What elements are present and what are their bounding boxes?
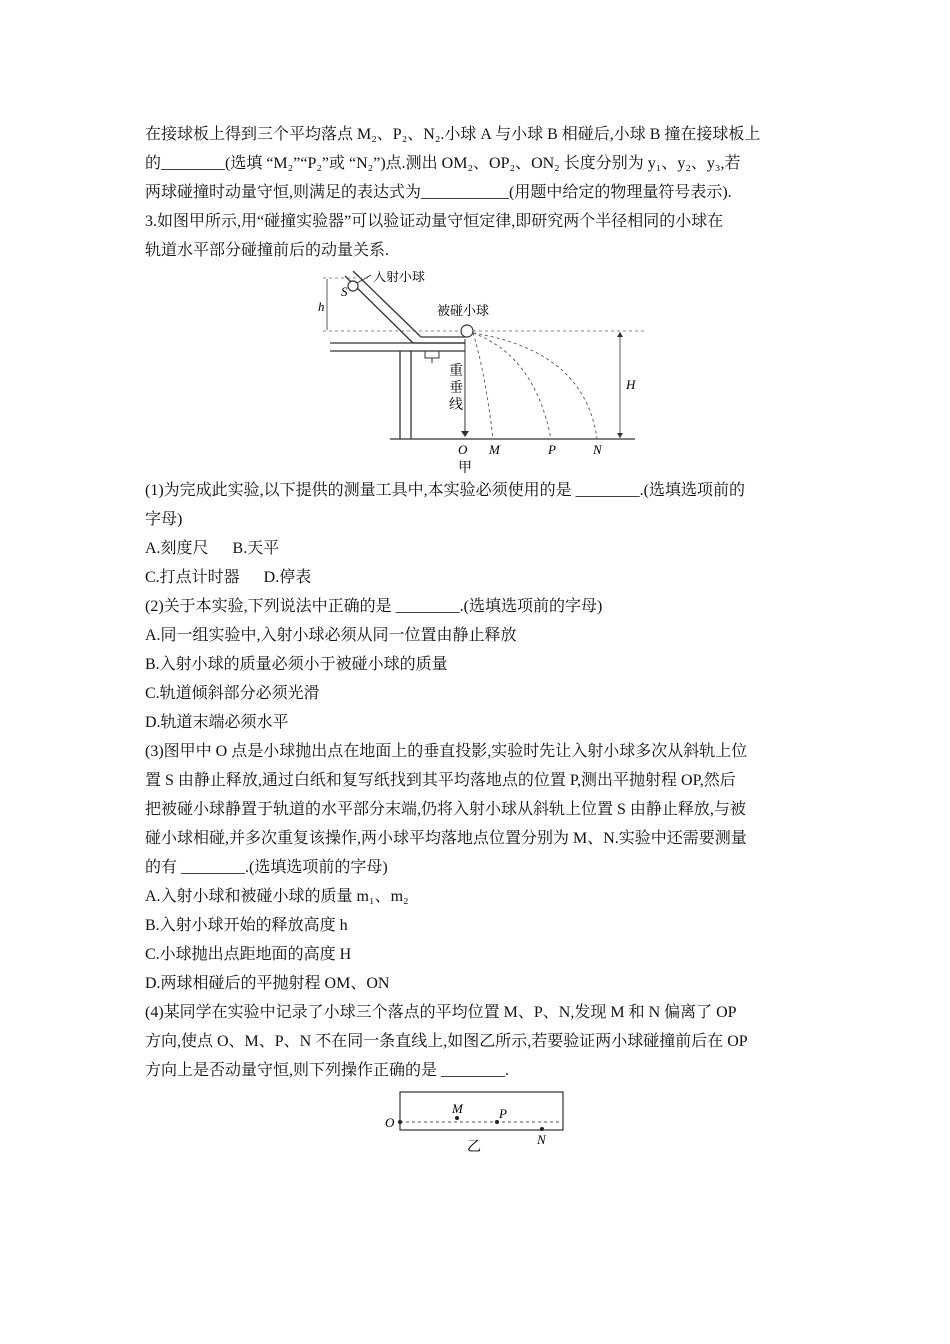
text-line: 把被碰小球静置于轨道的水平部分末端,仍将入射小球从斜轨上位置 S 由静止释放,与被 [145,801,746,818]
s-label: S [341,284,348,299]
O-label: O [385,1115,395,1130]
h-label: h [318,299,325,314]
figure-caption: 甲 [458,461,472,476]
text-block-top [145,120,810,265]
landing-points-diagram [382,1091,567,1153]
option-line: C.小球抛出点距地面的高度 H [145,946,352,963]
figure-jia [315,271,645,476]
text-line: (3)图甲中 O 点是小球抛出点在地面上的垂直投影,实验时先让入射小球多次从斜轨上位 [145,743,748,760]
text-line: 在接球板上得到三个平均落点 M₂、P₂、N₂.小球 A 与小球 B 相碰后,小球 B 撞在接球板上 [145,126,761,143]
H-label: H [626,377,636,392]
N-label: N [537,1132,546,1147]
text-line: 轨道水平部分碰撞前后的动量关系. [145,242,390,259]
point-m [455,1116,459,1120]
text-line: 置 S 由静止释放,通过白纸和复写纸找到其平均落地点的位置 P,测出平抛射程 OP,然后 [145,772,736,789]
option-line: C.轨道倾斜部分必须光滑 [145,685,320,702]
point-n [540,1127,544,1131]
P-label: P [548,442,556,457]
option-line: D.两球相碰后的平抛射程 OM、ON [145,975,390,992]
text-line: 的________(选填 “M₂”“P₂”或 “N₂”)点.测出 OM₂、OP₂、ON₂ 长度分别为 y₁、y₂、y₃,若 [145,155,741,172]
figure-caption: 乙 [467,1140,481,1153]
target-ball-label: 被碰小球 [437,303,490,318]
text-line: (4)某同学在实验中记录了小球三个落点的平均位置 M、P、N,发现 M 和 N 偏离了 OP [145,1004,737,1021]
text-line: 字母) [145,511,183,528]
target-ball [461,325,473,337]
text-line: 两球碰撞时动量守恒,则满足的表达式为___________(用题中给定的物理量符号表示). [145,184,732,201]
M-label: M [452,1101,463,1116]
text-block-questions [145,476,810,1085]
text-line: 3.如图甲所示,用“碰撞实验器”可以验证动量守恒定律,即研究两个半径相同的小球在 [145,213,724,230]
option-line: A.入射小球和被碰小球的质量 m₁、m₂ [145,888,409,905]
collision-apparatus-diagram [315,271,645,476]
option-line: C.打点计时器 D.停表 [145,569,312,586]
text-line: 方向上是否动量守恒,则下列操作正确的是 ________. [145,1062,510,1079]
figure-yi [382,1091,567,1153]
option-line: A.同一组实验中,入射小球必须从同一位置由静止释放 [145,627,517,644]
P-label: P [499,1106,507,1121]
plumb-label: 垂 [449,381,463,396]
plumb-label: 线 [449,398,463,413]
incident-ball [348,281,358,291]
option-line: B.入射小球开始的释放高度 h [145,917,348,934]
incident-ball-label: 入射小球 [373,271,426,284]
text-line: 的有 ________.(选填选项前的字母) [145,859,388,876]
text-line: 方向,使点 O、M、P、N 不在同一条直线上,如图乙所示,若要验证两小球碰撞前后在 OP [145,1033,748,1050]
document-page [145,120,810,1153]
text-line: (1)为完成此实验,以下提供的测量工具中,本实验必须使用的是 ________.(选填选项前的 [145,482,745,499]
point-o [398,1120,402,1124]
O-label: O [458,442,468,457]
text-line: (2)关于本实验,下列说法中正确的是 ________.(选填选项前的字母) [145,598,603,615]
plumb-label: 重 [449,364,463,379]
text-line: 碰小球相碰,并多次重复该操作,两小球平均落地点位置分别为 M、N.实验中还需要测量 [145,830,747,847]
option-line: B.入射小球的质量必须小于被碰小球的质量 [145,656,448,673]
M-label: M [489,442,500,457]
option-line: A.刻度尺 B.天平 [145,540,280,557]
option-line: D.轨道末端必须水平 [145,714,289,731]
N-label: N [593,442,602,457]
